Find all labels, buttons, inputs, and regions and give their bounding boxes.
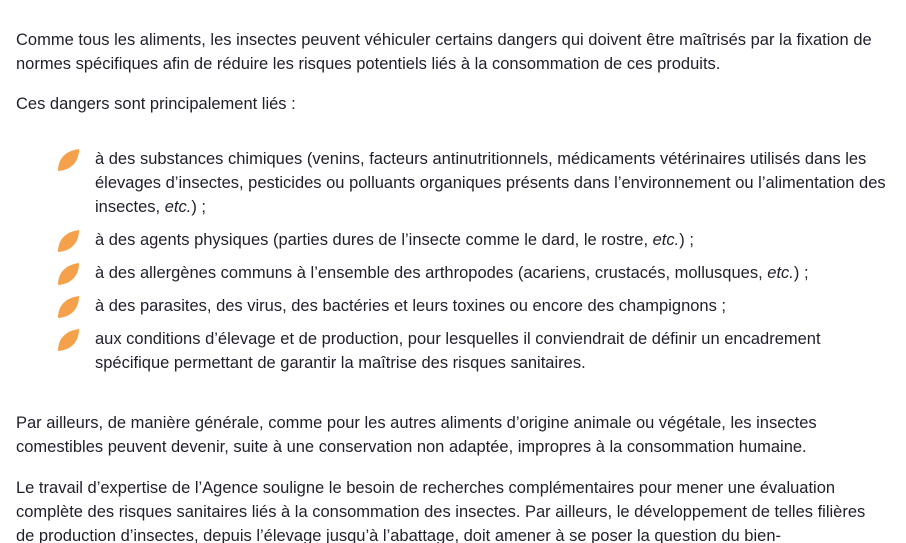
list-item [16,147,886,219]
hazard-text: à des parasites, des virus, des bactéries et leurs toxines ou encore des champignons ; [95,297,727,315]
list-item [16,327,886,375]
expertise-paragraph: Le travail d’expertise de l’Agence souligne le besoin de recherches complémentaires pour mener une évaluation complète des risques sanitaires liés à la consommation des insectes. Par ailleurs, le développement de telles filières de production d’insectes, depuis l’élevage jusqu’à l’abattage, doit amener à se poser la question du bien- [16,479,866,543]
leaf-icon [55,147,81,173]
conservation-paragraph: Par ailleurs, de manière générale, comme pour les autres aliments d’origine animale ou végétale, les insectes comestibles peuvent devenir, suite à une conservation non adaptée, impropres à la consommation humaine. [16,414,817,456]
leaf-icon [55,228,81,254]
hazard-etc: etc. [767,264,794,282]
hazard-text: à des agents physiques (parties dures de l’insecte comme le dard, le rostre, [95,231,653,249]
leaf-icon [55,261,81,287]
list-item [16,261,886,285]
hazard-etc: etc. [652,231,680,249]
hazard-text: à des substances chimiques (venins, facteurs antinutritionnels, médicaments vétérinaires utilisés dans les élevages d’insectes, pesticides ou polluants organiques présents dans l’environnement ou l’alimentation des insectes, [95,150,886,216]
leaf-icon [55,327,81,353]
hazard-text: à des allergènes communs à l’ensemble des arthropodes (acariens, crustacés, mollusques, [95,264,768,282]
hazard-end: ) ; [191,198,206,216]
hazards-list [16,147,886,384]
hazards-lead: Ces dangers sont principalement liés : [16,95,296,113]
hazard-end: ) ; [793,264,809,282]
hazard-end: ) ; [679,231,694,249]
hazard-etc: etc. [164,198,192,216]
list-item [16,294,886,318]
leaf-icon [55,294,81,320]
hazard-text: aux conditions d’élevage et de production, pour lesquelles il conviendrait de définir un encadrement spécifique permettant de garantir la maîtrise des risques sanitaires. [95,330,821,372]
list-item [16,228,886,252]
intro-paragraph: Comme tous les aliments, les insectes peuvent véhiculer certains dangers qui doivent être maîtrisés par la fixation de normes spécifiques afin de réduire les risques potentiels liés à la consommation de ces produits. [16,31,872,73]
